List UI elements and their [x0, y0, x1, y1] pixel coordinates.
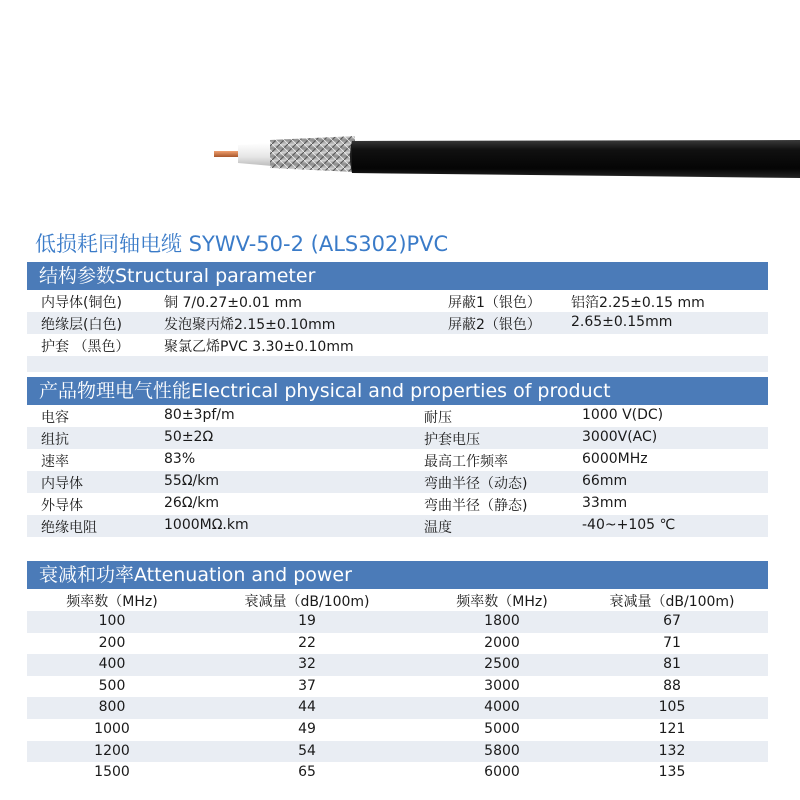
table-cell: 1800 — [484, 613, 520, 629]
cable-image — [0, 0, 800, 225]
table-cell: 81 — [663, 656, 681, 673]
table-cell: 121 — [658, 721, 686, 737]
electrical-row: 电容 80±3pf/m 耐压 1000 V(DC) — [27, 405, 768, 427]
structural-row: 护套 （黑色） 聚氯乙烯PVC 3.30±0.10mm — [27, 334, 768, 356]
table-row — [27, 741, 768, 763]
table-row — [27, 762, 768, 784]
table-cell: 135 — [658, 764, 686, 781]
table-cell: 5800 — [484, 742, 520, 759]
table-row — [27, 676, 768, 698]
table-cell: 500 — [98, 677, 126, 694]
attenuation-column-headers — [27, 589, 768, 611]
column-header: 频率数（MHz) — [66, 594, 158, 610]
electrical-row: 外导体 26Ω/km 弯曲半径（静态) 33mm — [27, 493, 768, 515]
jacket-icon — [352, 140, 800, 178]
copper-conductor-icon — [214, 151, 242, 157]
column-header: 衰减量（dB/100m) — [609, 594, 735, 610]
table-cell: 1000 — [94, 721, 130, 737]
structural-spacer — [27, 356, 768, 372]
structural-row: 内导体(铜色) 铜 7/0.27±0.01 mm 屏蔽1（银色） 铝箔2.25±0.15 mm — [27, 290, 768, 312]
table-cell: 105 — [658, 699, 686, 716]
electrical-header: 产品物理电气性能Electrical physical and properties of product — [27, 377, 768, 405]
column-header: 衰减量（dB/100m) — [244, 594, 370, 610]
table-cell: 54 — [298, 742, 316, 759]
table-cell: 400 — [98, 656, 126, 673]
table-cell: 44 — [298, 699, 316, 716]
table-cell: 5000 — [484, 721, 520, 737]
column-header: 频率数（MHz) — [456, 594, 548, 610]
table-cell: 65 — [298, 764, 316, 781]
table-cell: 37 — [298, 677, 316, 694]
table-cell: 67 — [663, 613, 681, 629]
table-cell: 71 — [663, 634, 681, 651]
table-cell: 32 — [298, 656, 316, 673]
electrical-row: 绝缘电阻 1000MΩ.km 温度 -40~+105 ℃ — [27, 515, 768, 537]
table-cell: 6000 — [484, 764, 520, 781]
table-cell: 2500 — [484, 656, 520, 673]
table-row — [27, 719, 768, 741]
table-row — [27, 654, 768, 676]
structural-header: 结构参数Structural parameter — [27, 262, 768, 290]
electrical-row: 速率 83% 最高工作频率 6000MHz — [27, 449, 768, 471]
table-row — [27, 633, 768, 655]
structural-row: 绝缘层(白色) 发泡聚丙烯2.15±0.10mm 屏蔽2（银色） 2.65±0.15mm — [27, 312, 768, 334]
table-row — [27, 697, 768, 719]
table-cell: 100 — [98, 613, 126, 629]
electrical-row: 内导体 55Ω/km 弯曲半径（动态) 66mm — [27, 471, 768, 493]
table-cell: 22 — [298, 634, 316, 651]
insulation-icon — [238, 143, 272, 166]
table-cell: 49 — [298, 721, 316, 737]
table-cell: 88 — [663, 677, 681, 694]
table-cell: 200 — [98, 634, 126, 651]
electrical-row: 组抗 50±2Ω 护套电压 3000V(AC) — [27, 427, 768, 449]
table-cell: 4000 — [484, 699, 520, 716]
page-title: 低损耗同轴电缆 SYWV-50-2 (ALS302)PVC — [35, 232, 449, 256]
table-cell: 19 — [298, 613, 316, 629]
table-cell: 800 — [98, 699, 126, 716]
table-cell: 132 — [658, 742, 686, 759]
table-row — [27, 611, 768, 633]
table-cell: 2000 — [484, 634, 520, 651]
braid-shield-icon — [270, 136, 355, 172]
table-cell: 1200 — [94, 742, 130, 759]
attenuation-header: 衰减和功率Attenuation and power — [27, 561, 768, 589]
table-cell: 1500 — [94, 764, 130, 781]
table-cell: 3000 — [484, 677, 520, 694]
